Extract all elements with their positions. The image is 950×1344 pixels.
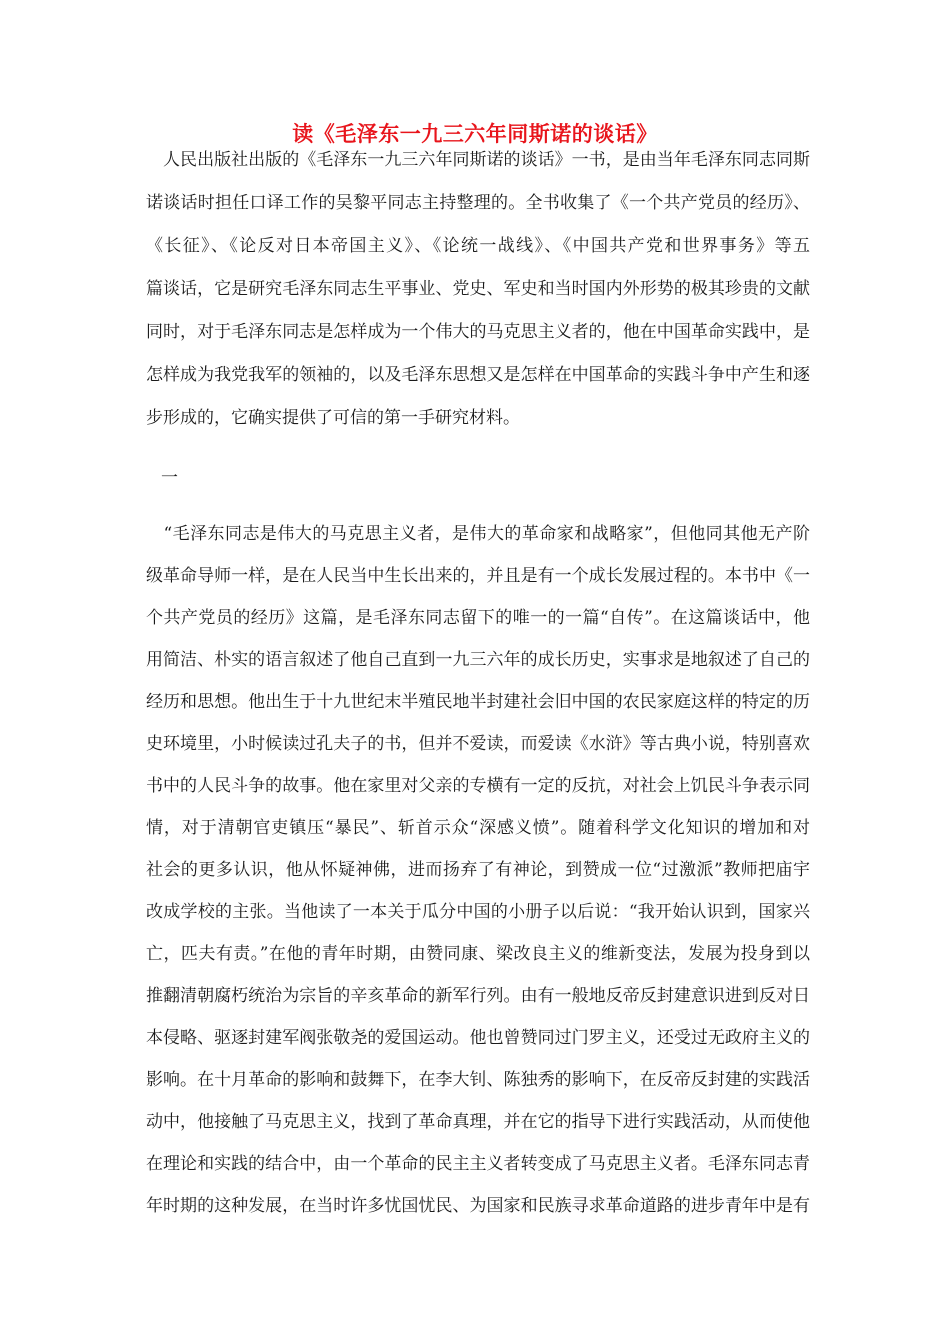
paragraph-line: 本侵略、驱逐封建军阀张敬尧的爱国运动。他也曾赞同过门罗主义，还受过无政府主义的 [146,1028,810,1048]
paragraph-line: 在理论和实践的结合中，由一个革命的民主主义者转变成了马克思主义者。毛泽东同志青 [146,1154,810,1174]
paragraph-line: 怎样成为我党我军的领袖的，以及毛泽东思想又是怎样在中国革命的实践斗争中产生和逐 [146,365,810,385]
paragraph-line: 个共产党员的经历》这篇，是毛泽东同志留下的唯一的一篇“自传”。在这篇谈话中，他 [146,608,810,628]
document-title: 读《毛泽东一九三六年同斯诺的谈话》 [292,121,658,146]
paragraph-line: 经历和思想。他出生于十九世纪末半殖民地半封建社会旧中国的农民家庭这样的特定的历 [146,692,810,712]
paragraph-line: 史环境里，小时候读过孔夫子的书，但并不爱读，而爱读《水浒》等古典小说，特别喜欢 [146,734,810,754]
paragraph-line: 动中，他接触了马克思主义，找到了革命真理，并在它的指导下进行实践活动，从而使他 [146,1112,810,1132]
paragraph-line: 诺谈话时担任口译工作的吴黎平同志主持整理的。全书收集了《一个共产党员的经历》、 [146,193,810,213]
paragraph-line: 篇谈话，它是研究毛泽东同志生平事业、党史、军史和当时国内外形势的极其珍贵的文献 [146,279,810,299]
paragraph-line: 用简洁、朴实的语言叙述了他自己直到一九三六年的成长历史，实事求是地叙述了自己的 [146,650,810,670]
paragraph-line: 情，对于清朝官吏镇压“暴民”、斩首示众“深感义愤”。随着科学文化知识的增加和对 [146,818,810,838]
paragraph-line: 改成学校的主张。当他读了一本关于瓜分中国的小册子以后说：“我开始认识到，国家兴 [146,902,810,922]
paragraph-line: 同时，对于毛泽东同志是怎样成为一个伟大的马克思主义者的，他在中国革命实践中，是 [146,322,810,342]
paragraph-line: “毛泽东同志是伟大的马克思主义者，是伟大的革命家和战略家”，但他同其他无产阶 [146,524,810,544]
paragraph-line: 级革命导师一样，是在人民当中生长出来的，并且是有一个成长发展过程的。本书中《一 [146,566,810,586]
paragraph-line: 步形成的，它确实提供了可信的第一手研究材料。 [146,408,520,428]
paragraph-line: 年时期的这种发展，在当时许多忧国忧民、为国家和民族寻求革命道路的进步青年中是有 [146,1196,810,1216]
paragraph-line: 影响。在十月革命的影响和鼓舞下，在李大钊、陈独秀的影响下，在反帝反封建的实践活 [146,1070,810,1090]
paragraph-line: 亡，匹夫有责。”在他的青年时期，由赞同康、梁改良主义的维新变法，发展为投身到以 [146,944,810,964]
paragraph-line: 推翻清朝腐朽统治为宗旨的辛亥革命的新军行列。由有一般地反帝反封建意识进到反对日 [146,986,810,1006]
section-number: 一 [161,468,178,488]
paragraph-line: 书中的人民斗争的故事。他在家里对父亲的专横有一定的反抗，对社会上饥民斗争表示同 [146,776,810,796]
paragraph-line: 人民出版社出版的《毛泽东一九三六年同斯诺的谈话》一书，是由当年毛泽东同志同斯 [146,150,810,170]
paragraph-line: 《长征》、《论反对日本帝国主义》、《论统一战线》、《中国共产党和世界事务》等五 [146,236,810,256]
paragraph-line: 社会的更多认识，他从怀疑神佛，进而扬弃了有神论，到赞成一位“过激派”教师把庙宇 [146,860,810,880]
